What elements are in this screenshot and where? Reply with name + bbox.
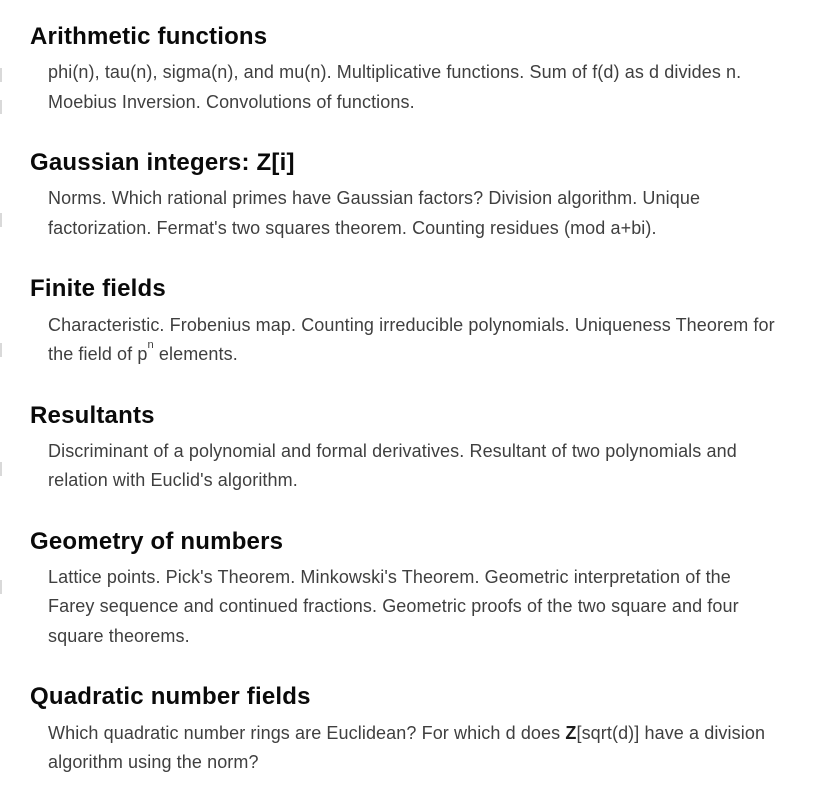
- body-line: [48, 340, 792, 370]
- section-body: [30, 311, 792, 370]
- scan-artifact: [0, 462, 2, 476]
- body-line: Lattice points. Pick's Theorem. Minkowski's Theorem. Geometric interpretation of the: [48, 566, 731, 587]
- scan-artifact: [0, 343, 2, 357]
- section-body: [30, 184, 792, 243]
- body-line: relation with Euclid's algorithm.: [48, 470, 298, 491]
- section-heading: Resultants: [30, 401, 155, 429]
- body-line: Discriminant of a polynomial and formal derivatives. Resultant of two polynomials and: [48, 440, 737, 461]
- body-text: Which quadratic number rings are Euclidean? For which d does: [48, 722, 566, 743]
- section-body: [30, 58, 792, 117]
- section-resultants: [30, 403, 792, 496]
- section-heading: Finite fields: [30, 275, 166, 303]
- body-text: the field of p: [48, 344, 148, 365]
- body-line: Norms. Which rational primes have Gaussian factors? Division algorithm. Unique: [48, 188, 701, 209]
- section-gaussian-integers: [30, 150, 792, 243]
- section-body: [30, 719, 792, 778]
- section-body: [30, 437, 792, 496]
- body-line: Farey sequence and continued fractions. Geometric proofs of the two square and four: [48, 596, 739, 617]
- scan-artifact: [0, 100, 2, 114]
- section-quadratic-number-fields: [30, 684, 792, 777]
- body-line: Characteristic. Frobenius map. Counting irreducible polynomials. Uniqueness Theorem for: [48, 314, 775, 335]
- body-line: phi(n), tau(n), sigma(n), and mu(n). Multiplicative functions. Sum of f(d) as d divides n.: [48, 62, 742, 83]
- section-heading: Arithmetic functions: [30, 23, 268, 50]
- section-body: [30, 563, 792, 652]
- body-line: factorization. Fermat's two squares theorem. Counting residues (mod a+bi).: [48, 217, 657, 238]
- body-line: algorithm using the norm?: [48, 752, 259, 773]
- bold-integer-symbol: Z: [565, 722, 577, 743]
- section-heading: Quadratic number fields: [30, 683, 311, 711]
- section-finite-fields: [30, 276, 792, 369]
- section-arithmetic-functions: [30, 24, 792, 117]
- section-heading: Geometry of numbers: [30, 527, 284, 555]
- body-text: [sqrt(d)] have a division: [576, 722, 766, 743]
- section-geometry-of-numbers: [30, 529, 792, 652]
- body-text: elements.: [153, 344, 238, 365]
- superscript-exponent: n: [147, 339, 154, 352]
- scan-artifact: [0, 213, 2, 227]
- scan-artifact: [0, 580, 2, 594]
- section-heading: Gaussian integers: Z[i]: [30, 149, 295, 177]
- body-line: Moebius Inversion. Convolutions of functions.: [48, 91, 415, 112]
- body-line: square theorems.: [48, 625, 190, 646]
- scan-artifact: [0, 68, 2, 82]
- body-line: [48, 719, 792, 749]
